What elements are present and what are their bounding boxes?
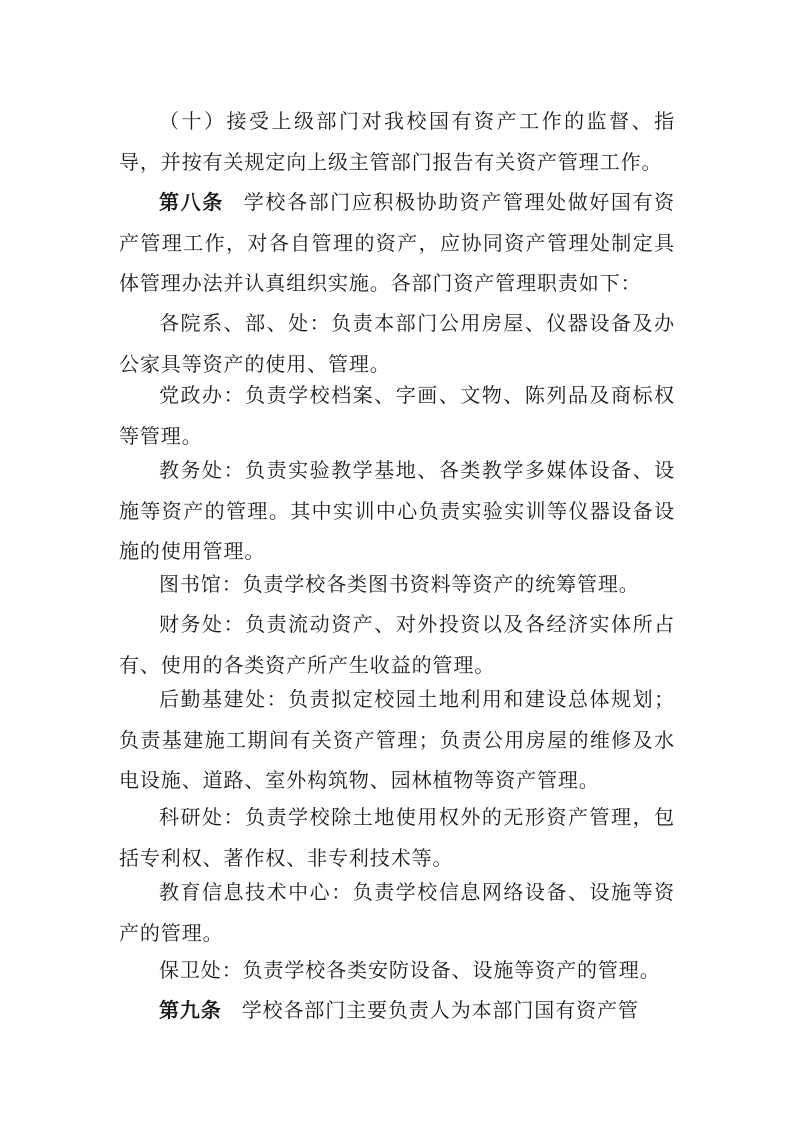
- article-eight-heading: 第八条: [159, 190, 224, 214]
- paragraph-security: 保卫处：负责学校各类安防设备、设施等资产的管理。: [159, 958, 661, 982]
- paragraph-party-office: 党政办：负责学校档案、字画、文物、陈列品及商标权等管理。: [119, 383, 675, 448]
- paragraph-library: 图书馆：负责学校各类图书资料等资产的统筹管理。: [159, 572, 640, 596]
- article-eight: [119, 182, 675, 304]
- paragraph-departments: 各院系、部、处：负责本部门公用房屋、仪器设备及办公家具等资产的使用、管理。: [119, 311, 675, 376]
- paragraph-academic-affairs: 教务处：负责实验教学基地、各类教学多媒体设备、设施等资产的管理。其中实训中心负责实验实训等仪器设备设施的使用管理。: [119, 458, 675, 563]
- article-nine-heading: 第九条: [159, 998, 222, 1022]
- paragraph-finance: 财务处：负责流动资产、对外投资以及各经济实体所占有、使用的各类资产所产生收益的管理。: [119, 612, 675, 677]
- article-eight-text: 学校各部门应积极协助资产管理处做好国有资产管理工作，对各自管理的资产，应协同资产管理处制定具体管理办法并认真组织实施。各部门资产管理职责如下：: [119, 190, 676, 295]
- paragraph-logistics: 后勤基建处：负责拟定校园土地利用和建设总体规划；负责基建施工期间有关资产管理；负责公用房屋的维修及水电设施、道路、室外构筑物、园林植物等资产管理。: [119, 687, 675, 792]
- paragraph-oversight: （十）接受上级部门对我校国有资产工作的监督、指导，并按有关规定向上级主管部门报告有关资产管理工作。: [119, 109, 675, 174]
- article-nine: [119, 990, 675, 1031]
- paragraph-research: 科研处：负责学校除土地使用权外的无形资产管理，包括专利权、著作权、非专利技术等。: [119, 805, 675, 870]
- paragraph-it-center: 教育信息技术中心：负责学校信息网络设备、设施等资产的管理。: [119, 880, 675, 945]
- article-nine-text: 学校各部门主要负责人为本部门国有资产管: [241, 998, 639, 1022]
